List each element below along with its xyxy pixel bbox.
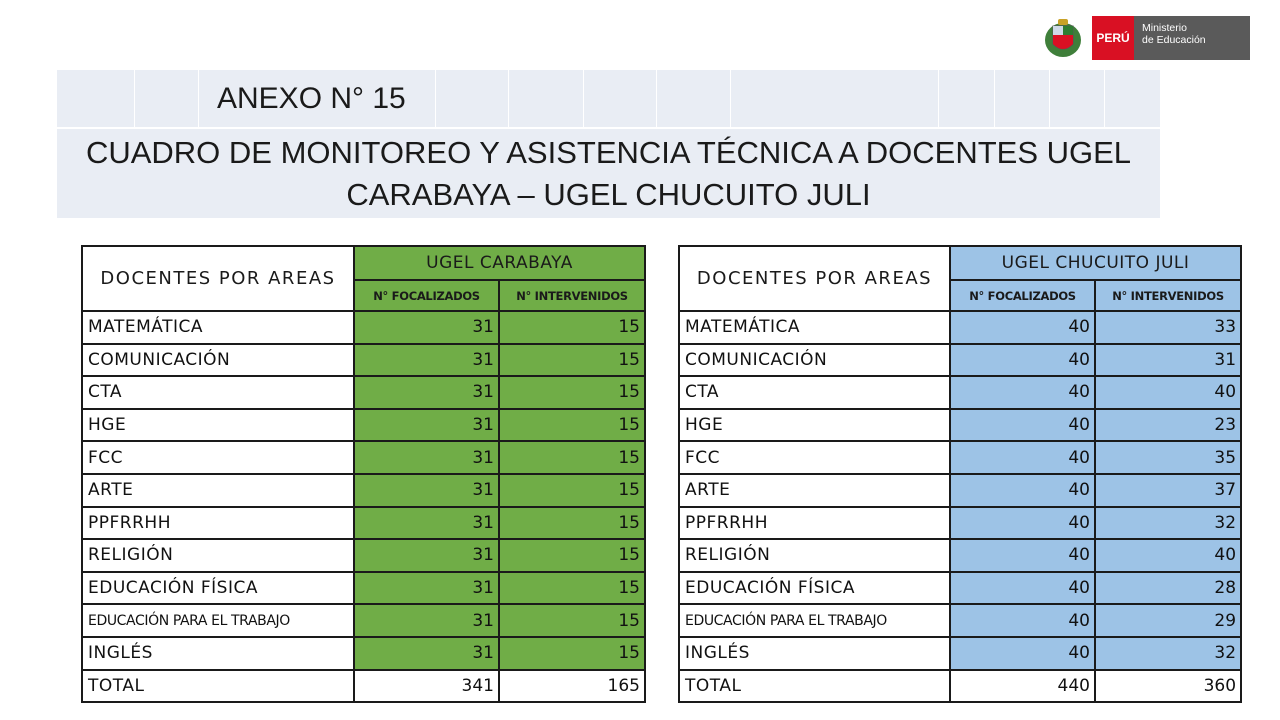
intervenidos-cell: 23 (1095, 409, 1241, 442)
intervenidos-cell: 37 (1095, 474, 1241, 507)
table-row (82, 637, 645, 670)
focalizados-cell: 31 (354, 474, 499, 507)
table-row (82, 539, 645, 572)
focalizados-cell: 31 (354, 572, 499, 605)
table-row (82, 344, 645, 377)
intervenidos-cell: 15 (499, 344, 645, 377)
area-cell: ARTE (82, 474, 354, 507)
grid-line (730, 70, 731, 127)
focalizados-cell: 31 (354, 637, 499, 670)
area-cell: CTA (82, 376, 354, 409)
intervenidos-cell: 15 (499, 409, 645, 442)
focalizados-cell: 31 (354, 409, 499, 442)
intervenidos-cell: 35 (1095, 441, 1241, 474)
focalizados-header: N° FOCALIZADOS (354, 280, 499, 311)
total-intervenidos: 165 (499, 670, 645, 702)
header-band (57, 70, 1160, 218)
area-cell: INGLÉS (679, 637, 950, 670)
focalizados-cell: 31 (354, 507, 499, 540)
grid-line (57, 127, 1160, 129)
grid-line (1049, 70, 1050, 127)
area-cell: CTA (679, 376, 950, 409)
coat-of-arms-icon (1044, 16, 1082, 60)
page-title (57, 132, 1160, 216)
focalizados-cell: 31 (354, 604, 499, 637)
area-cell: PPFRRHH (82, 507, 354, 540)
table-row (679, 409, 1241, 442)
area-cell: EDUCACIÓN FÍSICA (82, 572, 354, 605)
table-row (82, 572, 645, 605)
area-cell: HGE (679, 409, 950, 442)
intervenidos-cell: 32 (1095, 507, 1241, 540)
focalizados-cell: 40 (950, 637, 1095, 670)
focalizados-cell: 40 (950, 344, 1095, 377)
intervenidos-cell: 28 (1095, 572, 1241, 605)
anexo-label: ANEXO N° 15 (217, 82, 406, 115)
focalizados-cell: 31 (354, 539, 499, 572)
table-ugel-chucuito-juli (678, 245, 1242, 703)
area-cell: COMUNICACIÓN (679, 344, 950, 377)
intervenidos-cell: 29 (1095, 604, 1241, 637)
intervenidos-cell: 15 (499, 604, 645, 637)
intervenidos-cell: 15 (499, 441, 645, 474)
grid-line (198, 70, 199, 127)
area-cell: MATEMÁTICA (679, 311, 950, 344)
total-focalizados: 341 (354, 670, 499, 702)
table-row (82, 474, 645, 507)
area-cell: FCC (82, 441, 354, 474)
table-row (679, 604, 1241, 637)
intervenidos-cell: 40 (1095, 539, 1241, 572)
intervenidos-header: N° INTERVENIDOS (1095, 280, 1241, 311)
grid-line (583, 70, 584, 127)
ministry-line2: de Educación (1142, 34, 1206, 46)
focalizados-cell: 40 (950, 572, 1095, 605)
grid-line (435, 70, 436, 127)
area-cell: INGLÉS (82, 637, 354, 670)
focalizados-cell: 31 (354, 344, 499, 377)
focalizados-cell: 40 (950, 539, 1095, 572)
grid-line (508, 70, 509, 127)
focalizados-header: N° FOCALIZADOS (950, 280, 1095, 311)
table-row (679, 441, 1241, 474)
focalizados-cell: 40 (950, 507, 1095, 540)
ugel-header: UGEL CARABAYA (354, 246, 645, 280)
peru-badge: PERÚ (1092, 16, 1134, 60)
table-row (82, 311, 645, 344)
intervenidos-cell: 15 (499, 572, 645, 605)
total-intervenidos: 360 (1095, 670, 1241, 702)
focalizados-cell: 40 (950, 441, 1095, 474)
table-row (679, 376, 1241, 409)
table-row (82, 604, 645, 637)
intervenidos-cell: 31 (1095, 344, 1241, 377)
area-cell: MATEMÁTICA (82, 311, 354, 344)
area-cell: EDUCACIÓN PARA EL TRABAJO (679, 604, 950, 637)
area-cell: FCC (679, 441, 950, 474)
focalizados-cell: 40 (950, 311, 1095, 344)
intervenidos-cell: 15 (499, 474, 645, 507)
area-cell: RELIGIÓN (82, 539, 354, 572)
focalizados-cell: 40 (950, 376, 1095, 409)
intervenidos-cell: 32 (1095, 637, 1241, 670)
total-label: TOTAL (679, 670, 950, 702)
table-row (82, 441, 645, 474)
table-row (82, 409, 645, 442)
area-cell: PPFRRHH (679, 507, 950, 540)
table-row (679, 637, 1241, 670)
area-cell: RELIGIÓN (679, 539, 950, 572)
total-row (679, 670, 1241, 702)
table-row (679, 311, 1241, 344)
title-line2: CARABAYA – UGEL CHUCUITO JULI (346, 177, 871, 212)
intervenidos-header: N° INTERVENIDOS (499, 280, 645, 311)
intervenidos-cell: 33 (1095, 311, 1241, 344)
area-cell: ARTE (679, 474, 950, 507)
focalizados-cell: 40 (950, 409, 1095, 442)
table-row (82, 507, 645, 540)
intervenidos-cell: 15 (499, 376, 645, 409)
intervenidos-cell: 15 (499, 539, 645, 572)
area-cell: HGE (82, 409, 354, 442)
table-row (679, 474, 1241, 507)
table-row (679, 572, 1241, 605)
intervenidos-cell: 15 (499, 507, 645, 540)
grid-line (1104, 70, 1105, 127)
area-cell: COMUNICACIÓN (82, 344, 354, 377)
title-line1: CUADRO DE MONITOREO Y ASISTENCIA TÉCNICA A DOCENTES UGEL (85, 135, 1132, 170)
total-row (82, 670, 645, 702)
intervenidos-cell: 15 (499, 637, 645, 670)
ministry-logo (1044, 16, 1250, 60)
ugel-header: UGEL CHUCUITO JULI (950, 246, 1241, 280)
total-focalizados: 440 (950, 670, 1095, 702)
area-cell: EDUCACIÓN PARA EL TRABAJO (82, 604, 354, 637)
focalizados-cell: 40 (950, 474, 1095, 507)
total-label: TOTAL (82, 670, 354, 702)
table-row (679, 539, 1241, 572)
table-ugel-carabaya (81, 245, 646, 703)
grid-line (994, 70, 995, 127)
focalizados-cell: 31 (354, 311, 499, 344)
grid-line (134, 70, 135, 127)
focalizados-cell: 31 (354, 376, 499, 409)
table-row (679, 344, 1241, 377)
intervenidos-cell: 15 (499, 311, 645, 344)
focalizados-cell: 31 (354, 441, 499, 474)
area-cell: EDUCACIÓN FÍSICA (679, 572, 950, 605)
area-column-header: DOCENTES POR AREAS (82, 246, 354, 311)
table-row (679, 507, 1241, 540)
table-row (82, 376, 645, 409)
intervenidos-cell: 40 (1095, 376, 1241, 409)
ministry-line1: Ministerio (1142, 22, 1187, 34)
focalizados-cell: 40 (950, 604, 1095, 637)
grid-line (656, 70, 657, 127)
ministry-name (1134, 16, 1250, 60)
area-column-header: DOCENTES POR AREAS (679, 246, 950, 311)
grid-line (938, 70, 939, 127)
